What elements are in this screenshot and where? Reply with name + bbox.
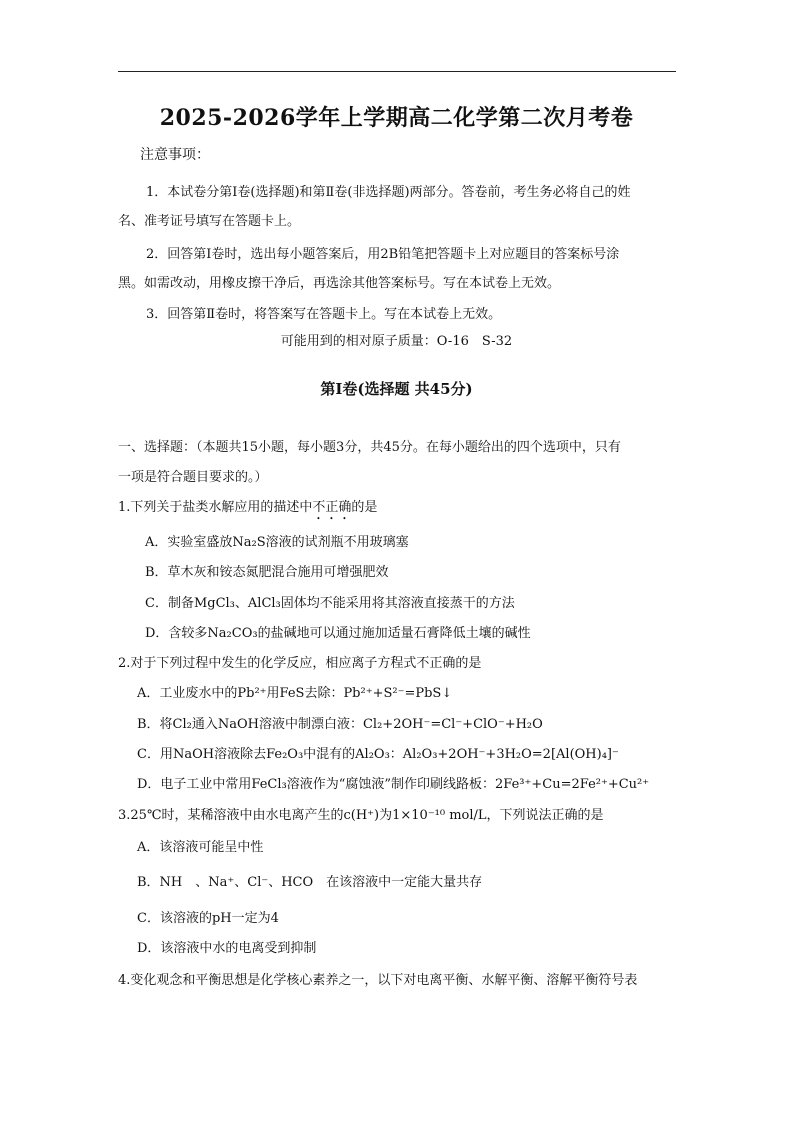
question-2-option-b: B．将Cl₂通入NaOH溶液中制漂白液：Cl₂+2OH⁻=Cl⁻+ClO⁻+H₂O xyxy=(137,717,543,732)
question-1-option-d: D．含较多Na₂CO₃的盐碱地可以通过施加适量石膏降低土壤的碱性 xyxy=(145,626,531,641)
question-2-option-d: D．电子工业中常用FeCl₃溶液作为“腐蚀液”制作印刷线路板：2Fe³⁺+Cu=2Fe²⁺+Cu²⁺ xyxy=(137,777,650,792)
header-rule xyxy=(118,71,676,72)
notice-2-line-1: 2．回答第Ⅰ卷时，选出每小题答案后，用2B铅笔把答题卡上对应题目的答案标号涂 xyxy=(146,247,620,262)
part-intro-line-1: 一、选择题：（本题共15小题，每小题3分，共45分。在每小题给出的四个选项中，只有 xyxy=(118,440,621,455)
question-4-stem: 4.变化观念和平衡思想是化学核心素养之一，以下对电离平衡、水解平衡、溶解平衡符号表 xyxy=(118,973,638,988)
question-3-option-c: C．该溶液的pH一定为4 xyxy=(137,911,279,926)
question-3-option-b: B．NH 、Na⁺、Cl⁻、HCO 在该溶液中一定能大量共存 xyxy=(137,875,483,890)
question-3-stem: 3.25℃时，某稀溶液中由水电离产生的c(H⁺)为1×10⁻¹⁰ mol/L，下列说法正确的是 xyxy=(118,808,604,823)
question-1-stem-end: 的是 xyxy=(351,500,378,515)
question-1-option-c: C．制备MgCl₃、AlCl₃固体均不能采用将其溶液直接蒸干的方法 xyxy=(145,596,515,611)
question-1-option-a: A．实验室盛放Na₂S溶液的试剂瓶不用玻璃塞 xyxy=(145,535,409,550)
notice-3: 3．回答第Ⅱ卷时，将答案写在答题卡上。写在本试卷上无效。 xyxy=(146,307,502,322)
question-2-option-a: A．工业废水中的Pb²⁺用FeS去除：Pb²⁺+S²⁻=PbS↓ xyxy=(137,686,453,701)
question-1-stem-start: 1.下列关于盐类水解应用的描述中 xyxy=(118,500,313,515)
question-2-stem: 2.对于下列过程中发生的化学反应，相应离子方程式不正确的是 xyxy=(118,656,482,671)
question-1-option-b: B．草木灰和铵态氮肥混合施用可增强肥效 xyxy=(145,565,389,580)
notice-1-line-2: 名、准考证号填写在答题卡上。 xyxy=(118,214,301,229)
section-title: 第Ⅰ卷(选择题 共45分) xyxy=(320,380,473,398)
notice-2-line-2: 黑。如需改动，用橡皮擦干净后，再选涂其他答案标号。写在本试卷上无效。 xyxy=(118,276,561,291)
question-1-emphasis: 不正确 xyxy=(312,500,352,515)
notice-1-line-1: 1．本试卷分第Ⅰ卷(选择题)和第Ⅱ卷(非选择题)两部分。答卷前，考生务必将自己的姓 xyxy=(146,185,631,200)
part-intro-line-2: 一项是符合题目要求的。） xyxy=(118,470,268,485)
question-1-stem xyxy=(118,500,377,523)
exam-title: 2025-2026学年上学期高二化学第二次月考卷 xyxy=(159,105,634,131)
notice-heading: 注意事项： xyxy=(140,147,210,163)
atomic-mass-note: 可能用到的相对原子质量：O-16 S-32 xyxy=(280,334,513,349)
question-2-option-c: C．用NaOH溶液除去Fe₂O₃中混有的Al₂O₃：Al₂O₃+2OH⁻+3H₂O=2[Al(OH)₄]⁻ xyxy=(137,747,619,762)
question-3-option-a: A．该溶液可能呈中性 xyxy=(137,840,264,855)
question-3-option-d: D．该溶液中水的电离受到抑制 xyxy=(137,941,317,956)
